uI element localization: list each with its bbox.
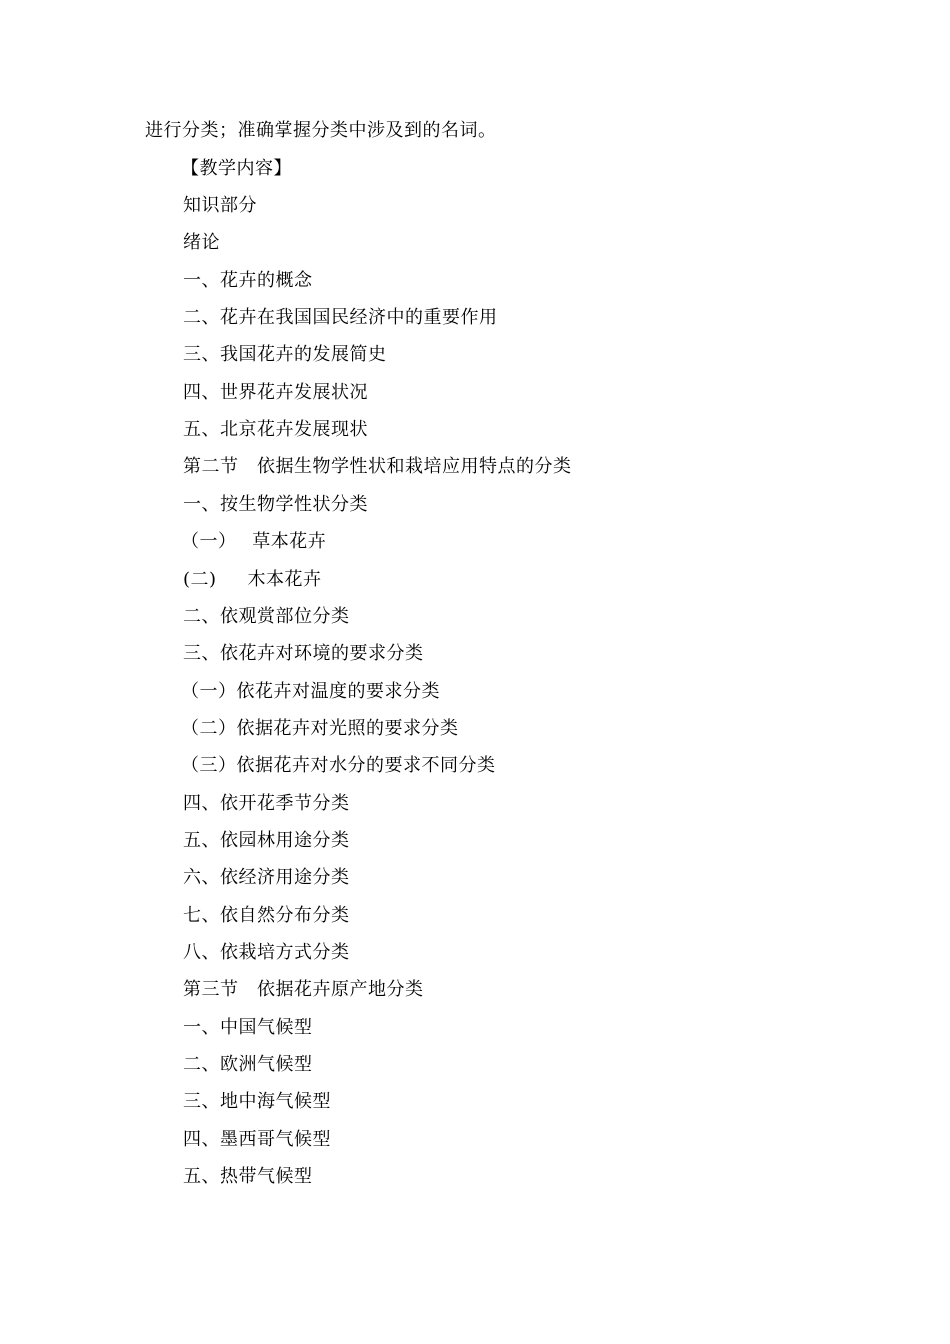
section-heading: 第二节 依据生物学性状和栽培应用特点的分类 (183, 456, 572, 477)
section-heading: 【教学内容】 (181, 158, 292, 179)
text-line: 三、我国花卉的发展简史 (183, 344, 387, 365)
text-line: 二、花卉在我国国民经济中的重要作用 (183, 307, 498, 328)
text-line: 六、依经济用途分类 (183, 867, 350, 888)
text-line: 五、北京花卉发展现状 (183, 419, 368, 440)
text-line: 四、依开花季节分类 (183, 793, 350, 814)
text-line: 一、花卉的概念 (183, 270, 313, 291)
text-line: （一） 草本花卉 (181, 531, 327, 552)
text-line: （三）依据花卉对水分的要求不同分类 (181, 755, 496, 776)
text-line: 五、依园林用途分类 (183, 830, 350, 851)
text-line: 二、欧洲气候型 (183, 1054, 313, 1075)
text-line: (二) 木本花卉 (183, 569, 322, 590)
text-line: 进行分类；准确掌握分类中涉及到的名词。 (145, 120, 497, 141)
text-line: 七、依自然分布分类 (183, 905, 350, 926)
text-line: 绪论 (183, 232, 220, 253)
text-line: 四、世界花卉发展状况 (183, 382, 368, 403)
section-heading: 第三节 依据花卉原产地分类 (183, 979, 424, 1000)
text-line: 八、依栽培方式分类 (183, 942, 350, 963)
text-line: 五、热带气候型 (183, 1166, 313, 1187)
text-line: 知识部分 (183, 195, 257, 216)
text-line: 一、按生物学性状分类 (183, 494, 368, 515)
text-line: （二）依据花卉对光照的要求分类 (181, 718, 459, 739)
text-line: 三、依花卉对环境的要求分类 (183, 643, 424, 664)
text-line: 一、中国气候型 (183, 1017, 313, 1038)
text-line: 三、地中海气候型 (183, 1091, 331, 1112)
text-line: 四、墨西哥气候型 (183, 1129, 331, 1150)
text-line: （一）依花卉对温度的要求分类 (181, 681, 440, 702)
text-line: 二、依观赏部位分类 (183, 606, 350, 627)
